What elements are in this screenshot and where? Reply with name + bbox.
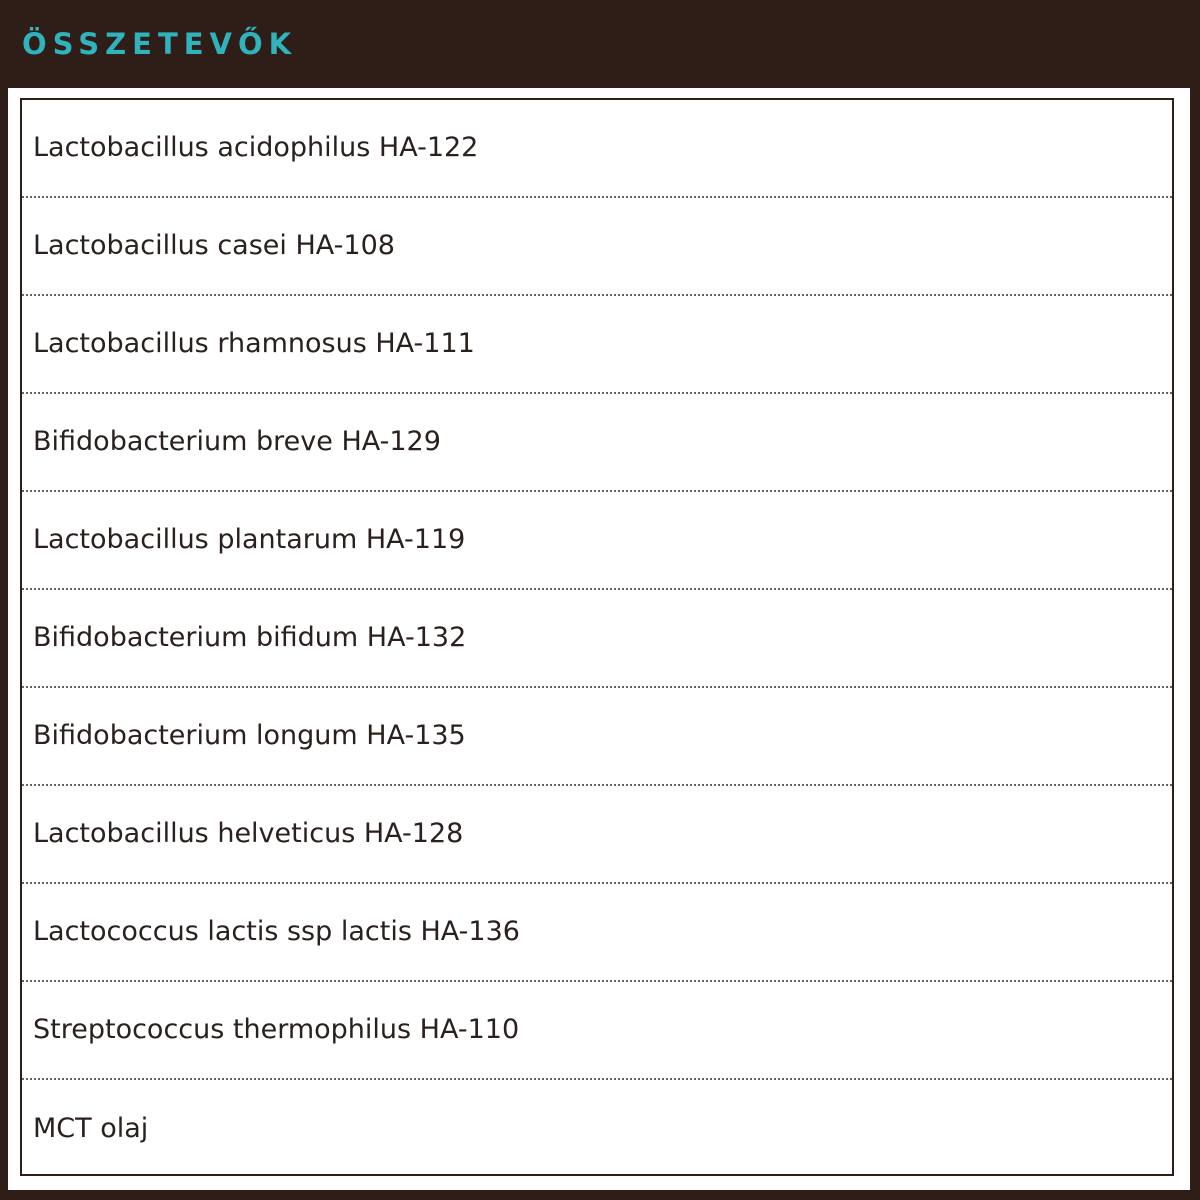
ingredient-row (22, 786, 1172, 884)
ingredient-name: Bifidobacterium bifidum HA-132 (33, 622, 467, 653)
ingredient-row (22, 296, 1172, 394)
ingredients-table (20, 98, 1174, 1176)
ingredient-name: Lactobacillus casei HA-108 (33, 230, 395, 261)
ingredient-name: Lactococcus lactis ssp lactis HA-136 (33, 916, 520, 947)
ingredient-row (22, 688, 1172, 786)
ingredient-name: MCT olaj (33, 1113, 149, 1144)
ingredient-name: Bifidobacterium breve HA-129 (33, 426, 441, 457)
ingredient-name: Lactobacillus acidophilus HA-122 (33, 132, 479, 163)
ingredient-name: Bifidobacterium longum HA-135 (33, 720, 466, 751)
ingredient-list (22, 100, 1172, 1178)
ingredient-row (22, 198, 1172, 296)
section-title: ÖSSZETEVŐK (22, 27, 298, 61)
ingredient-row (22, 590, 1172, 688)
ingredient-row (22, 982, 1172, 1080)
ingredient-name: Lactobacillus rhamnosus HA-111 (33, 328, 475, 359)
ingredient-row (22, 1080, 1172, 1178)
ingredient-name: Streptococcus thermophilus HA-110 (33, 1014, 520, 1045)
content-panel (8, 88, 1190, 1190)
ingredient-name: Lactobacillus helveticus HA-128 (33, 818, 464, 849)
ingredient-row (22, 394, 1172, 492)
ingredient-row (22, 884, 1172, 982)
ingredient-name: Lactobacillus plantarum HA-119 (33, 524, 466, 555)
header-bar (0, 0, 1200, 88)
ingredient-row (22, 100, 1172, 198)
ingredient-row (22, 492, 1172, 590)
